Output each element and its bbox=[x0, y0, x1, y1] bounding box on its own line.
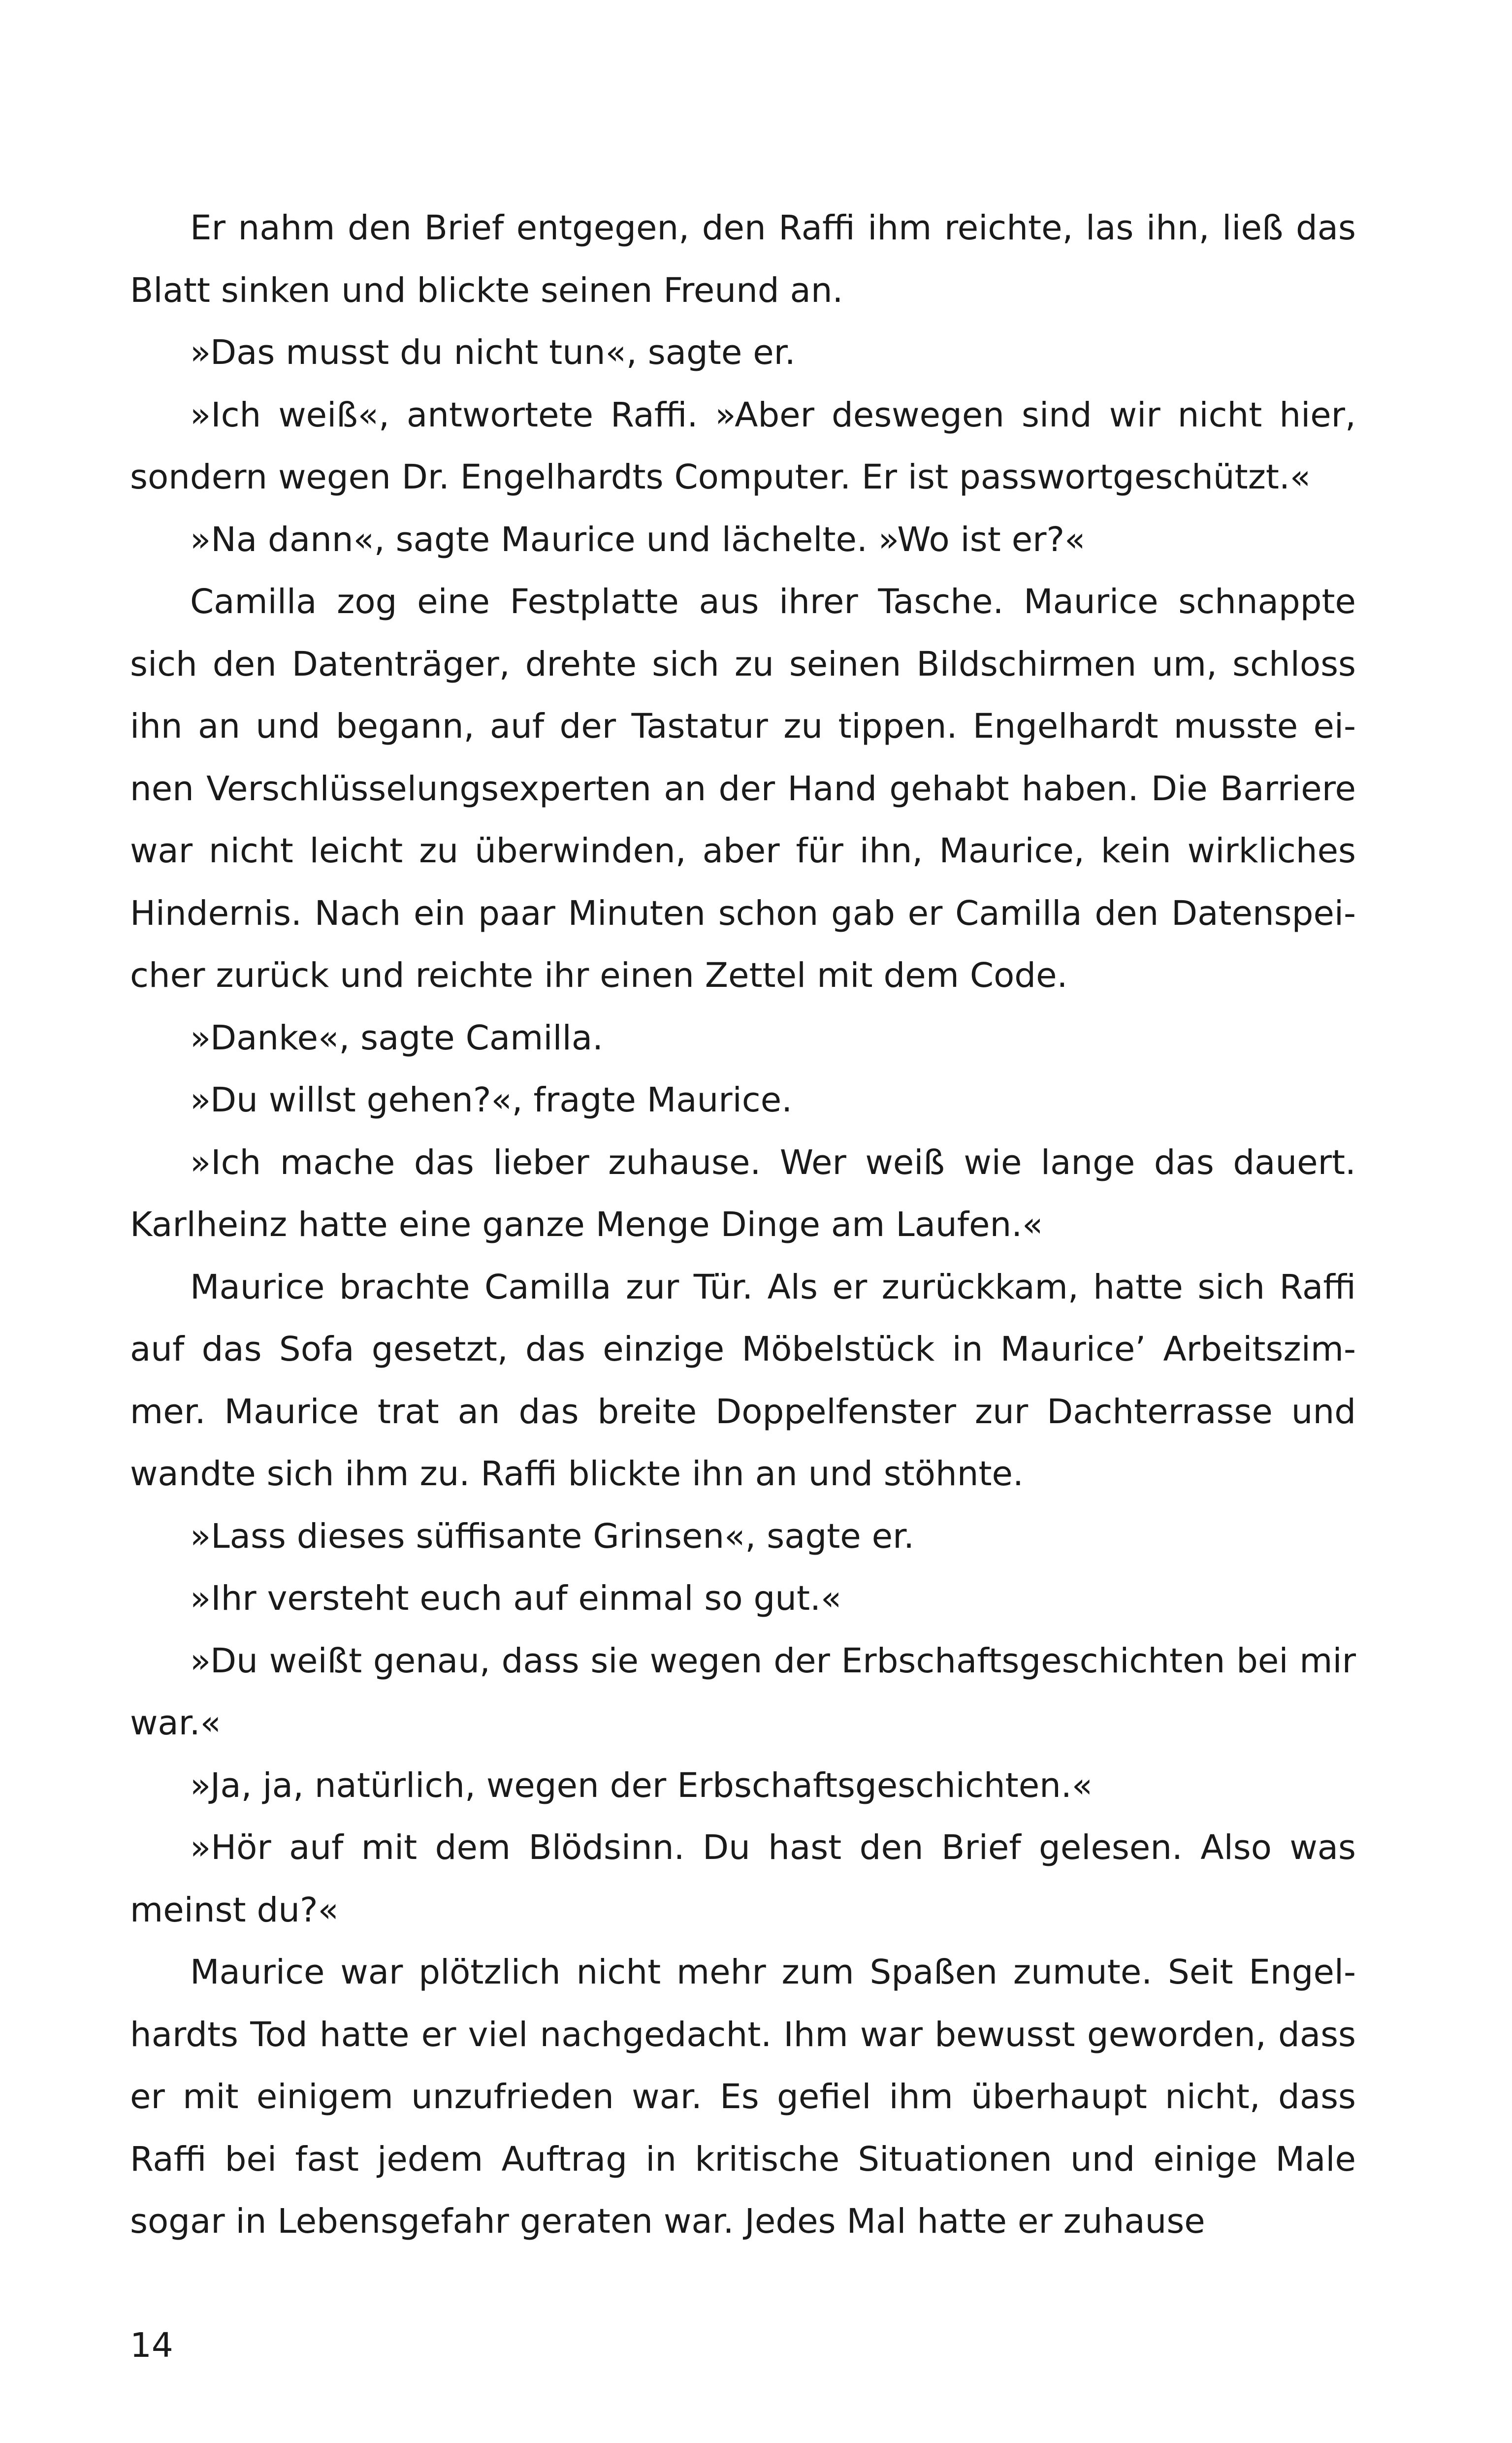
paragraph: »Hör auf mit dem Blödsinn. Du hast den Brief gelesen. Also was meinst du?« bbox=[130, 1828, 1356, 1930]
paragraph: Maurice war plötzlich nicht mehr zum Spaßen zumute. Seit Engelhardts Tod hatte er viel nachgedacht. Ihm war bewusst geworden, dass er mit einigem unzufrieden war. Es gefiel ihm überhaupt nicht, dass Raffi bei fast jedem Auftrag in kritische Situationen und einige Male sogar in Lebensgefahr geraten war. Jedes Mal hatte er zuhause bbox=[130, 1953, 1356, 2241]
paragraph: »Das musst du nicht tun«, sagte er. bbox=[190, 333, 796, 372]
paragraph: »Ja, ja, natürlich, wegen der Erbschaftsgeschichten.« bbox=[190, 1765, 1093, 1805]
body-text bbox=[130, 197, 1356, 2253]
paragraph: »Ich mache das lieber zuhause. Wer weiß wie lange das dauert. Karlheinz hatte eine ganze Menge Dinge am Laufen.« bbox=[130, 1142, 1356, 1244]
paragraph: Maurice brachte Camilla zur Tür. Als er zurückkam, hatte sich Raffi auf das Sofa gesetzt, das einzige Möbelstück in Maurice’ Arbeitszimmer. Maurice trat an das breite Doppelfenster zur Dachterrasse und wandte sich ihm zu. Raffi blickte ihn an und stöhnte. bbox=[130, 1267, 1356, 1494]
page-number: 14 bbox=[130, 2326, 173, 2365]
paragraph: Camilla zog eine Festplatte aus ihrer Tasche. Maurice schnappte sich den Datenträger, drehte sich zu seinen Bildschirmen um, schloss ihn an und begann, auf der Tastatur zu tippen. Engelhardt musste einen Verschlüsselungsexperten an der Hand gehabt haben. Die Barriere war nicht leicht zu überwinden, aber für ihn, Maurice, kein wirkliches Hindernis. Nach ein paar Minuten schon gab er Camilla den Datenspeicher zurück und reichte ihr einen Zettel mit dem Code. bbox=[130, 582, 1356, 995]
paragraph: »Danke«, sagte Camilla. bbox=[190, 1018, 604, 1058]
paragraph: »Lass dieses süffisante Grinsen«, sagte er. bbox=[190, 1516, 915, 1556]
paragraph: »Du willst gehen?«, fragte Maurice. bbox=[190, 1080, 793, 1120]
paragraph: Er nahm den Brief entgegen, den Raffi ihm reichte, las ihn, ließ das Blatt sinken und blickte seinen Freund an. bbox=[130, 208, 1356, 310]
paragraph: »Ich weiß«, antwortete Raffi. »Aber deswegen sind wir nicht hier, sondern wegen Dr. Engelhardts Computer. Er ist passwortgeschützt.« bbox=[130, 395, 1356, 497]
paragraph: »Na dann«, sagte Maurice und lächelte. »Wo ist er?« bbox=[190, 520, 1086, 559]
paragraph: »Ihr versteht euch auf einmal so gut.« bbox=[190, 1579, 842, 1618]
paragraph: »Du weißt genau, dass sie wegen der Erbschaftsgeschichten bei mir war.« bbox=[130, 1641, 1356, 1743]
